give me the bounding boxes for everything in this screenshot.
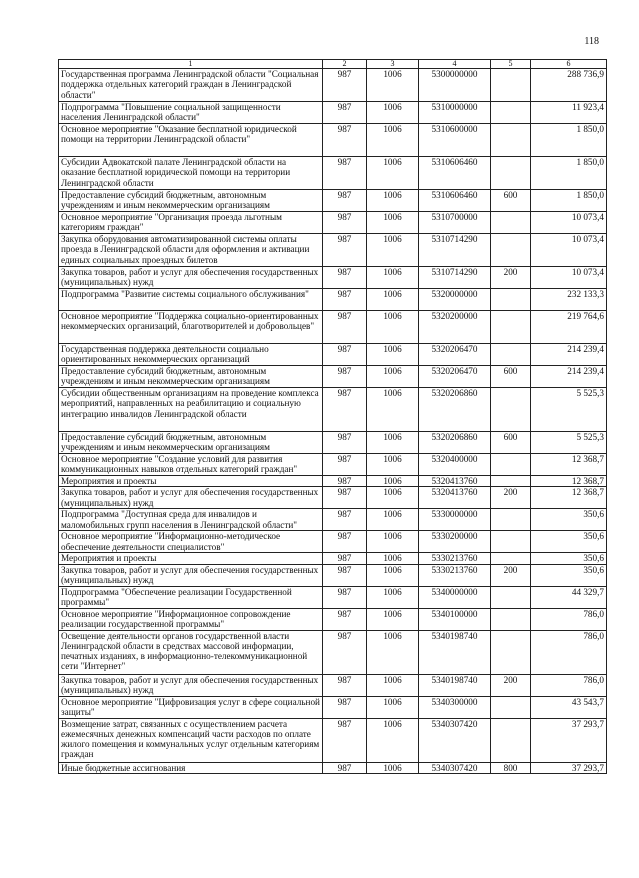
cell-c4: 5340307420	[419, 762, 491, 773]
cell-c5	[491, 608, 531, 630]
table-row	[59, 388, 607, 432]
table-row	[59, 762, 607, 773]
cell-c3: 1006	[367, 289, 419, 311]
cell-c6: 11 923,4	[531, 102, 607, 124]
cell-c6: 232 133,3	[531, 289, 607, 311]
cell-c4: 5330213760	[419, 553, 491, 564]
cell-c6: 350,6	[531, 509, 607, 531]
table-row	[59, 487, 607, 509]
cell-name: Мероприятия и проекты	[59, 476, 323, 487]
cell-c6: 1 850,0	[531, 124, 607, 157]
cell-c2: 987	[323, 102, 367, 124]
cell-c3: 1006	[367, 696, 419, 718]
cell-c5: 600	[491, 432, 531, 454]
header-col-1: 1	[59, 60, 323, 69]
cell-name: Основное мероприятие "Организация проезда льготным категориям граждан"	[59, 212, 323, 234]
cell-name: Подпрограмма "Доступная среда для инвалидов и маломобильных групп населения в Ленинградской области"	[59, 509, 323, 531]
cell-name: Мероприятия и проекты	[59, 553, 323, 564]
cell-c6: 37 293,7	[531, 762, 607, 773]
cell-c4: 5300000000	[419, 69, 491, 102]
cell-c2: 987	[323, 157, 367, 190]
cell-c4: 5340307420	[419, 718, 491, 762]
table-row	[59, 190, 607, 212]
cell-c2: 987	[323, 366, 367, 388]
cell-c4: 5310606460	[419, 190, 491, 212]
cell-c4: 5320000000	[419, 289, 491, 311]
cell-c5: 800	[491, 762, 531, 773]
cell-c2: 987	[323, 289, 367, 311]
cell-name: Подпрограмма "Развитие системы социального обслуживания"	[59, 289, 323, 311]
cell-c5	[491, 124, 531, 157]
cell-c3: 1006	[367, 234, 419, 267]
cell-c5: 200	[491, 674, 531, 696]
cell-c2: 987	[323, 608, 367, 630]
cell-c6: 288 736,9	[531, 69, 607, 102]
cell-c2: 987	[323, 69, 367, 102]
table-row	[59, 674, 607, 696]
cell-c4: 5320206470	[419, 344, 491, 366]
header-col-4: 4	[419, 60, 491, 69]
cell-c4: 5330200000	[419, 531, 491, 553]
cell-c4: 5320206860	[419, 388, 491, 432]
cell-c4: 5330213760	[419, 564, 491, 586]
cell-c6: 12 368,7	[531, 487, 607, 509]
cell-c2: 987	[323, 234, 367, 267]
table-row	[59, 509, 607, 531]
cell-c5	[491, 586, 531, 608]
cell-c6: 1 850,0	[531, 157, 607, 190]
cell-c3: 1006	[367, 124, 419, 157]
cell-c2: 987	[323, 476, 367, 487]
cell-c6: 786,0	[531, 608, 607, 630]
cell-c2: 987	[323, 564, 367, 586]
cell-c3: 1006	[367, 531, 419, 553]
cell-c4: 5340000000	[419, 586, 491, 608]
cell-c5	[491, 234, 531, 267]
table-row	[59, 267, 607, 289]
cell-c3: 1006	[367, 674, 419, 696]
cell-c6: 1 850,0	[531, 190, 607, 212]
cell-name: Основное мероприятие "Цифровизация услуг в сфере социальной защиты"	[59, 696, 323, 718]
cell-c4: 5320413760	[419, 487, 491, 509]
cell-c6: 5 525,3	[531, 388, 607, 432]
header-row	[59, 60, 607, 69]
cell-c3: 1006	[367, 267, 419, 289]
cell-c3: 1006	[367, 344, 419, 366]
cell-c4: 5340198740	[419, 630, 491, 674]
cell-c2: 987	[323, 344, 367, 366]
table-row	[59, 608, 607, 630]
table-row	[59, 531, 607, 553]
cell-c2: 987	[323, 509, 367, 531]
cell-c6: 37 293,7	[531, 718, 607, 762]
cell-c3: 1006	[367, 388, 419, 432]
cell-c3: 1006	[367, 487, 419, 509]
cell-c5	[491, 157, 531, 190]
cell-c3: 1006	[367, 586, 419, 608]
cell-c3: 1006	[367, 553, 419, 564]
cell-name: Субсидии общественным организациям на проведение комплекса мероприятий, направленных на реабилитацию и социальную интеграцию инвалидов Ленинградской области	[59, 388, 323, 432]
cell-c6: 10 073,4	[531, 267, 607, 289]
cell-c2: 987	[323, 212, 367, 234]
cell-name: Субсидии Адвокатской палате Ленинградской области на оказание бесплатной юридической помощи на территории Ленинградской области	[59, 157, 323, 190]
header-col-2: 2	[323, 60, 367, 69]
cell-c4: 5310000000	[419, 102, 491, 124]
cell-c5	[491, 344, 531, 366]
table-row	[59, 553, 607, 564]
table-row	[59, 234, 607, 267]
cell-c3: 1006	[367, 718, 419, 762]
cell-c2: 987	[323, 487, 367, 509]
cell-name: Основное мероприятие "Создание условий для развития коммуникационных навыков отдельных категорий граждан"	[59, 454, 323, 476]
cell-c6: 219 764,6	[531, 311, 607, 344]
cell-c4: 5310606460	[419, 157, 491, 190]
cell-c2: 987	[323, 762, 367, 773]
cell-c6: 12 368,7	[531, 476, 607, 487]
cell-c4: 5320413760	[419, 476, 491, 487]
cell-c5	[491, 509, 531, 531]
cell-name: Возмещение затрат, связанных с осуществлением расчета ежемесячных денежных компенсаций части расходов по оплате жилого помещения и коммунальных услуг отдельным категориям граждан	[59, 718, 323, 762]
cell-c4: 5320206860	[419, 432, 491, 454]
budget-table	[58, 59, 607, 774]
cell-name: Иные бюджетные ассигнования	[59, 762, 323, 773]
cell-c3: 1006	[367, 608, 419, 630]
cell-c6: 786,0	[531, 630, 607, 674]
cell-c5	[491, 553, 531, 564]
cell-c2: 987	[323, 586, 367, 608]
cell-c2: 987	[323, 553, 367, 564]
table-row	[59, 102, 607, 124]
cell-c3: 1006	[367, 454, 419, 476]
cell-c3: 1006	[367, 366, 419, 388]
table-row	[59, 564, 607, 586]
cell-name: Основное мероприятие "Поддержка социально-ориентированных некоммерческих организаций, благотворителей и добровольцев"	[59, 311, 323, 344]
table-row	[59, 718, 607, 762]
cell-c3: 1006	[367, 476, 419, 487]
cell-name: Закупка товаров, работ и услуг для обеспечения государственных (муниципальных) нужд	[59, 487, 323, 509]
cell-c5	[491, 476, 531, 487]
cell-name: Государственная программа Ленинградской области "Социальная поддержка отдельных категорий граждан в Ленинградской области"	[59, 69, 323, 102]
cell-c4: 5320206470	[419, 366, 491, 388]
table-row	[59, 696, 607, 718]
cell-c2: 987	[323, 388, 367, 432]
table-row	[59, 157, 607, 190]
cell-c5: 200	[491, 267, 531, 289]
cell-c3: 1006	[367, 190, 419, 212]
table-row	[59, 289, 607, 311]
cell-c2: 987	[323, 718, 367, 762]
cell-c3: 1006	[367, 157, 419, 190]
cell-c6: 44 329,7	[531, 586, 607, 608]
cell-name: Основное мероприятие "Оказание бесплатной юридической помощи на территории Ленинградской области"	[59, 124, 323, 157]
cell-c5	[491, 718, 531, 762]
cell-c2: 987	[323, 190, 367, 212]
cell-c3: 1006	[367, 212, 419, 234]
cell-c5	[491, 630, 531, 674]
cell-c6: 43 543,7	[531, 696, 607, 718]
table-row	[59, 69, 607, 102]
table-row	[59, 630, 607, 674]
cell-c5: 200	[491, 564, 531, 586]
cell-name: Предоставление субсидий бюджетным, автономным учреждениям и иным некоммерческим организациям	[59, 366, 323, 388]
cell-c5	[491, 696, 531, 718]
cell-name: Закупка оборудования автоматизированной системы оплаты проезда в Ленинградской области для оформления и активации единых социальных проездных билетов	[59, 234, 323, 267]
cell-c6: 350,6	[531, 553, 607, 564]
table-row	[59, 212, 607, 234]
cell-c3: 1006	[367, 432, 419, 454]
cell-c3: 1006	[367, 311, 419, 344]
cell-c5: 600	[491, 366, 531, 388]
cell-c2: 987	[323, 696, 367, 718]
cell-c5	[491, 69, 531, 102]
cell-name: Предоставление субсидий бюджетным, автономным учреждениям и иным некоммерческим организациям	[59, 432, 323, 454]
cell-c4: 5310714290	[419, 234, 491, 267]
cell-name: Подпрограмма "Обеспечение реализации Государственной программы"	[59, 586, 323, 608]
cell-name: Закупка товаров, работ и услуг для обеспечения государственных (муниципальных) нужд	[59, 674, 323, 696]
cell-c4: 5330000000	[419, 509, 491, 531]
cell-c6: 10 073,4	[531, 212, 607, 234]
table-row	[59, 432, 607, 454]
cell-c4: 5310600000	[419, 124, 491, 157]
cell-name: Закупка товаров, работ и услуг для обеспечения государственных (муниципальных) нужд	[59, 267, 323, 289]
cell-c5	[491, 212, 531, 234]
table-header	[59, 60, 607, 69]
cell-name: Основное мероприятие "Информационное сопровождение реализации государственной программы"	[59, 608, 323, 630]
table-row	[59, 344, 607, 366]
cell-c6: 10 073,4	[531, 234, 607, 267]
table-body	[59, 69, 607, 774]
cell-name: Закупка товаров, работ и услуг для обеспечения государственных (муниципальных) нужд	[59, 564, 323, 586]
cell-c5	[491, 388, 531, 432]
table-row	[59, 311, 607, 344]
header-col-6: 6	[531, 60, 607, 69]
cell-c2: 987	[323, 267, 367, 289]
table-row	[59, 476, 607, 487]
cell-c5: 600	[491, 190, 531, 212]
cell-c6: 786,0	[531, 674, 607, 696]
cell-c4: 5310700000	[419, 212, 491, 234]
cell-c4: 5340300000	[419, 696, 491, 718]
cell-c5	[491, 289, 531, 311]
table-row	[59, 454, 607, 476]
cell-c6: 350,6	[531, 531, 607, 553]
cell-name: Основное мероприятие "Информационно-методическое обеспечение деятельности специалистов"	[59, 531, 323, 553]
cell-name: Подпрограмма "Повышение социальной защищенности населения Ленинградской области"	[59, 102, 323, 124]
cell-c2: 987	[323, 124, 367, 157]
cell-c2: 987	[323, 311, 367, 344]
cell-c4: 5320400000	[419, 454, 491, 476]
cell-c3: 1006	[367, 564, 419, 586]
cell-c4: 5340100000	[419, 608, 491, 630]
table-row	[59, 586, 607, 608]
cell-c3: 1006	[367, 509, 419, 531]
table-row	[59, 366, 607, 388]
cell-c2: 987	[323, 674, 367, 696]
cell-c6: 214 239,4	[531, 344, 607, 366]
page-number: 118	[584, 36, 599, 47]
header-col-3: 3	[367, 60, 419, 69]
cell-c5	[491, 454, 531, 476]
cell-c6: 350,6	[531, 564, 607, 586]
cell-c6: 214 239,4	[531, 366, 607, 388]
cell-c3: 1006	[367, 69, 419, 102]
cell-c4: 5320200000	[419, 311, 491, 344]
cell-c3: 1006	[367, 102, 419, 124]
cell-c2: 987	[323, 454, 367, 476]
cell-c4: 5310714290	[419, 267, 491, 289]
cell-c2: 987	[323, 630, 367, 674]
cell-name: Предоставление субсидий бюджетным, автономным учреждениям и иным некоммерческим организациям	[59, 190, 323, 212]
cell-c6: 12 368,7	[531, 454, 607, 476]
table-row	[59, 124, 607, 157]
cell-c5	[491, 311, 531, 344]
cell-c2: 987	[323, 432, 367, 454]
cell-c5	[491, 531, 531, 553]
cell-c5: 200	[491, 487, 531, 509]
cell-c2: 987	[323, 531, 367, 553]
cell-c3: 1006	[367, 762, 419, 773]
cell-name: Государственная поддержка деятельности социально ориентированных некоммерческих организаций	[59, 344, 323, 366]
header-col-5: 5	[491, 60, 531, 69]
cell-c5	[491, 102, 531, 124]
cell-c3: 1006	[367, 630, 419, 674]
cell-name: Освещение деятельности органов государственной власти Ленинградской области в средствах массовой информации, печатных изданиях, в информационно-телекоммуникационной сети "Интернет"	[59, 630, 323, 674]
cell-c6: 5 525,3	[531, 432, 607, 454]
cell-c4: 5340198740	[419, 674, 491, 696]
